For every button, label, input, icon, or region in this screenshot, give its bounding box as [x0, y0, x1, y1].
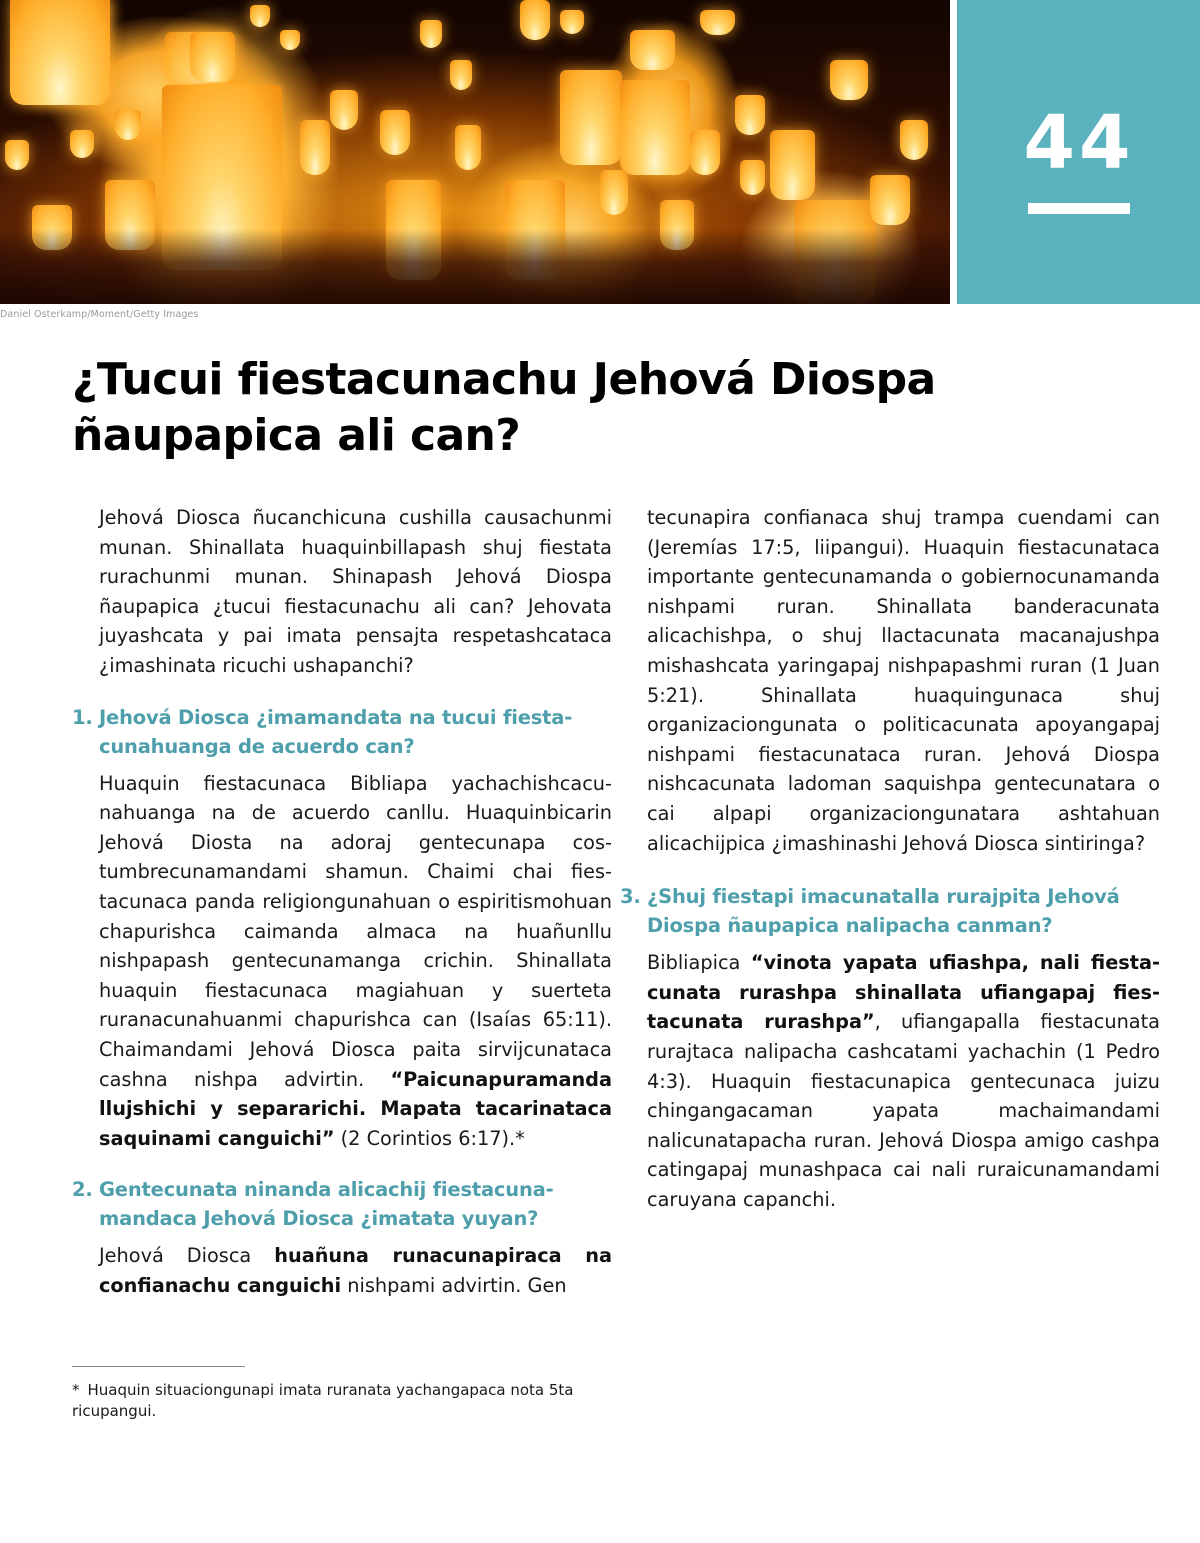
- question-1-heading: [72, 703, 612, 761]
- crowd-silhouette: [0, 229, 950, 304]
- answer-1-citation: (2 Corintios 6:17).*: [334, 1126, 525, 1150]
- answer-2-text-lead: Jehová Diosca: [99, 1244, 275, 1268]
- answer-2-paragraph-continued: tecunapira confianaca shuj trampa cuendami can (Jeremías 17:5, liipangui). Huaquin fiestacunataca importante gentecunamanda o gobiernocunamanda nishpami ruran. Shinallata banderacunata alicachishpa, o shuj llactacunata macanajushpa mishashcata yaringapaj nishpapashmi ruran (1 Juan 5:21). Shinallata huaquingunaca shuj organizaciongunata o politicacunata apoyangapaj nishpami fiestacunataca ruran. Jehová Diospa nishcacunata ladoman saquishpa gentecunatara o cai alpapi organizaciongunatara ashtahuan alicachijpica ¿imashinashi Jehová Diosca sintiringa?: [647, 506, 1160, 855]
- right-column: [620, 503, 1160, 1214]
- question-3-heading: [620, 882, 1160, 940]
- page-title-line-1: ¿Tucui fiestacunachu Jehová Diospa: [72, 354, 936, 405]
- answer-2-paragraph-start: [99, 1241, 612, 1300]
- footnote: [72, 1380, 592, 1422]
- answer-2-text-tail: nishpami advirtin. Gen: [341, 1273, 567, 1297]
- question-3-text: ¿Shuj fiestapi imacunatalla rurajpita Jehová Diospa ñaupapica nalipacha canman?: [647, 885, 1120, 938]
- left-column: [72, 503, 612, 1300]
- header-photo-sky-lanterns: [0, 0, 950, 304]
- footnote-divider: [72, 1366, 245, 1367]
- question-2-text: Gentecunata ninanda alicachij fiestacunamandaca Jehová Diosca ¿imatata yuyan?: [99, 1178, 554, 1231]
- answer-3-text-lead: Bibliapica: [647, 951, 751, 975]
- question-2-number: 2.: [72, 1178, 93, 1202]
- intro-paragraph: Jehová Diosca ñucanchicuna cushilla causachunmi munan. Shinallata huaquinbillapash shuj fiestata rurachunmi munan. Shinapash Jehová Diospa ñaupapica ¿tucui fiestacunachu ali can? Jehovata juyashcata y pai imata pensajta respetashcataca ¿imashinata ricuchi ushapanchi?: [99, 506, 612, 677]
- photo-credit: Daniel Osterkamp/Moment/Getty Images: [0, 309, 199, 320]
- answer-3-text-tail: , ufiangapalla fiestacunata rurajtaca nalipacha cashcatami yachachin (1 Pedro 4:3). Huaquin fiestacunapica gentecunaca juizu chingangacaman yapata machaimandami nalicunatapacha ruran. Jehová Diospa amigo cashpa catingapaj munashpaca cai nali ruraicunamandami caruyana capanchi.: [647, 1010, 1160, 1211]
- answer-3-scripture-quote: “vinota yapata ufiashpa, nali fiestacunata rurashpa shinallata ufiangapaj fiestacunata rurashpa”: [647, 951, 1160, 1034]
- question-1-number: 1.: [72, 705, 93, 729]
- question-2-heading: [72, 1175, 612, 1233]
- answer-2-scripture-quote: huañuna runacunapiraca na confianachu canguichi: [99, 1244, 613, 1297]
- lesson-number: 44: [1023, 100, 1135, 186]
- lesson-number-badge: [957, 0, 1200, 304]
- answer-1-paragraph: [99, 769, 612, 1154]
- footnote-marker: *: [72, 1381, 80, 1399]
- question-3-number: 3.: [620, 885, 641, 909]
- page-title-line-2: ñaupapica ali can?: [72, 410, 521, 461]
- footnote-text: Huaquin situaciongunapi imata ruranata yachangapaca nota 5ta ricupangui.: [72, 1381, 574, 1420]
- answer-3-paragraph: [647, 948, 1160, 1214]
- answer-1-text: Huaquin fiestacunaca Bibliapa yachachishcacunahuanga na de acuerdo canllu. Huaquinbicarin Jehová Diosta na adoraj gentecunapa costumbrecunamandami shamun. Chaimi chai fiestacunaca panda religiongunahuan o espiritismohuan chapurishca caimanda almaca na huañunllu nishpapash gentecunamanga crichin. Shinallata huaquin fiestacunaca magiahuan y suerteta ruranacunahuanmi chapurishca can (Isaías 65:11). Chaimandami Jehová Diosca paita sirvijcunataca cashna nishpa advirtin.: [99, 771, 612, 1091]
- lesson-number-underline: [1028, 203, 1130, 214]
- answer-1-scripture-quote: “Paicunapuramanda llujshichi y separarichi. Mapata tacarinataca saquinami canguichi”: [99, 1067, 612, 1150]
- question-1-text: Jehová Diosca ¿imamandata na tucui fiestacunahuanga de acuerdo can?: [99, 705, 573, 758]
- page-title: [72, 352, 1072, 464]
